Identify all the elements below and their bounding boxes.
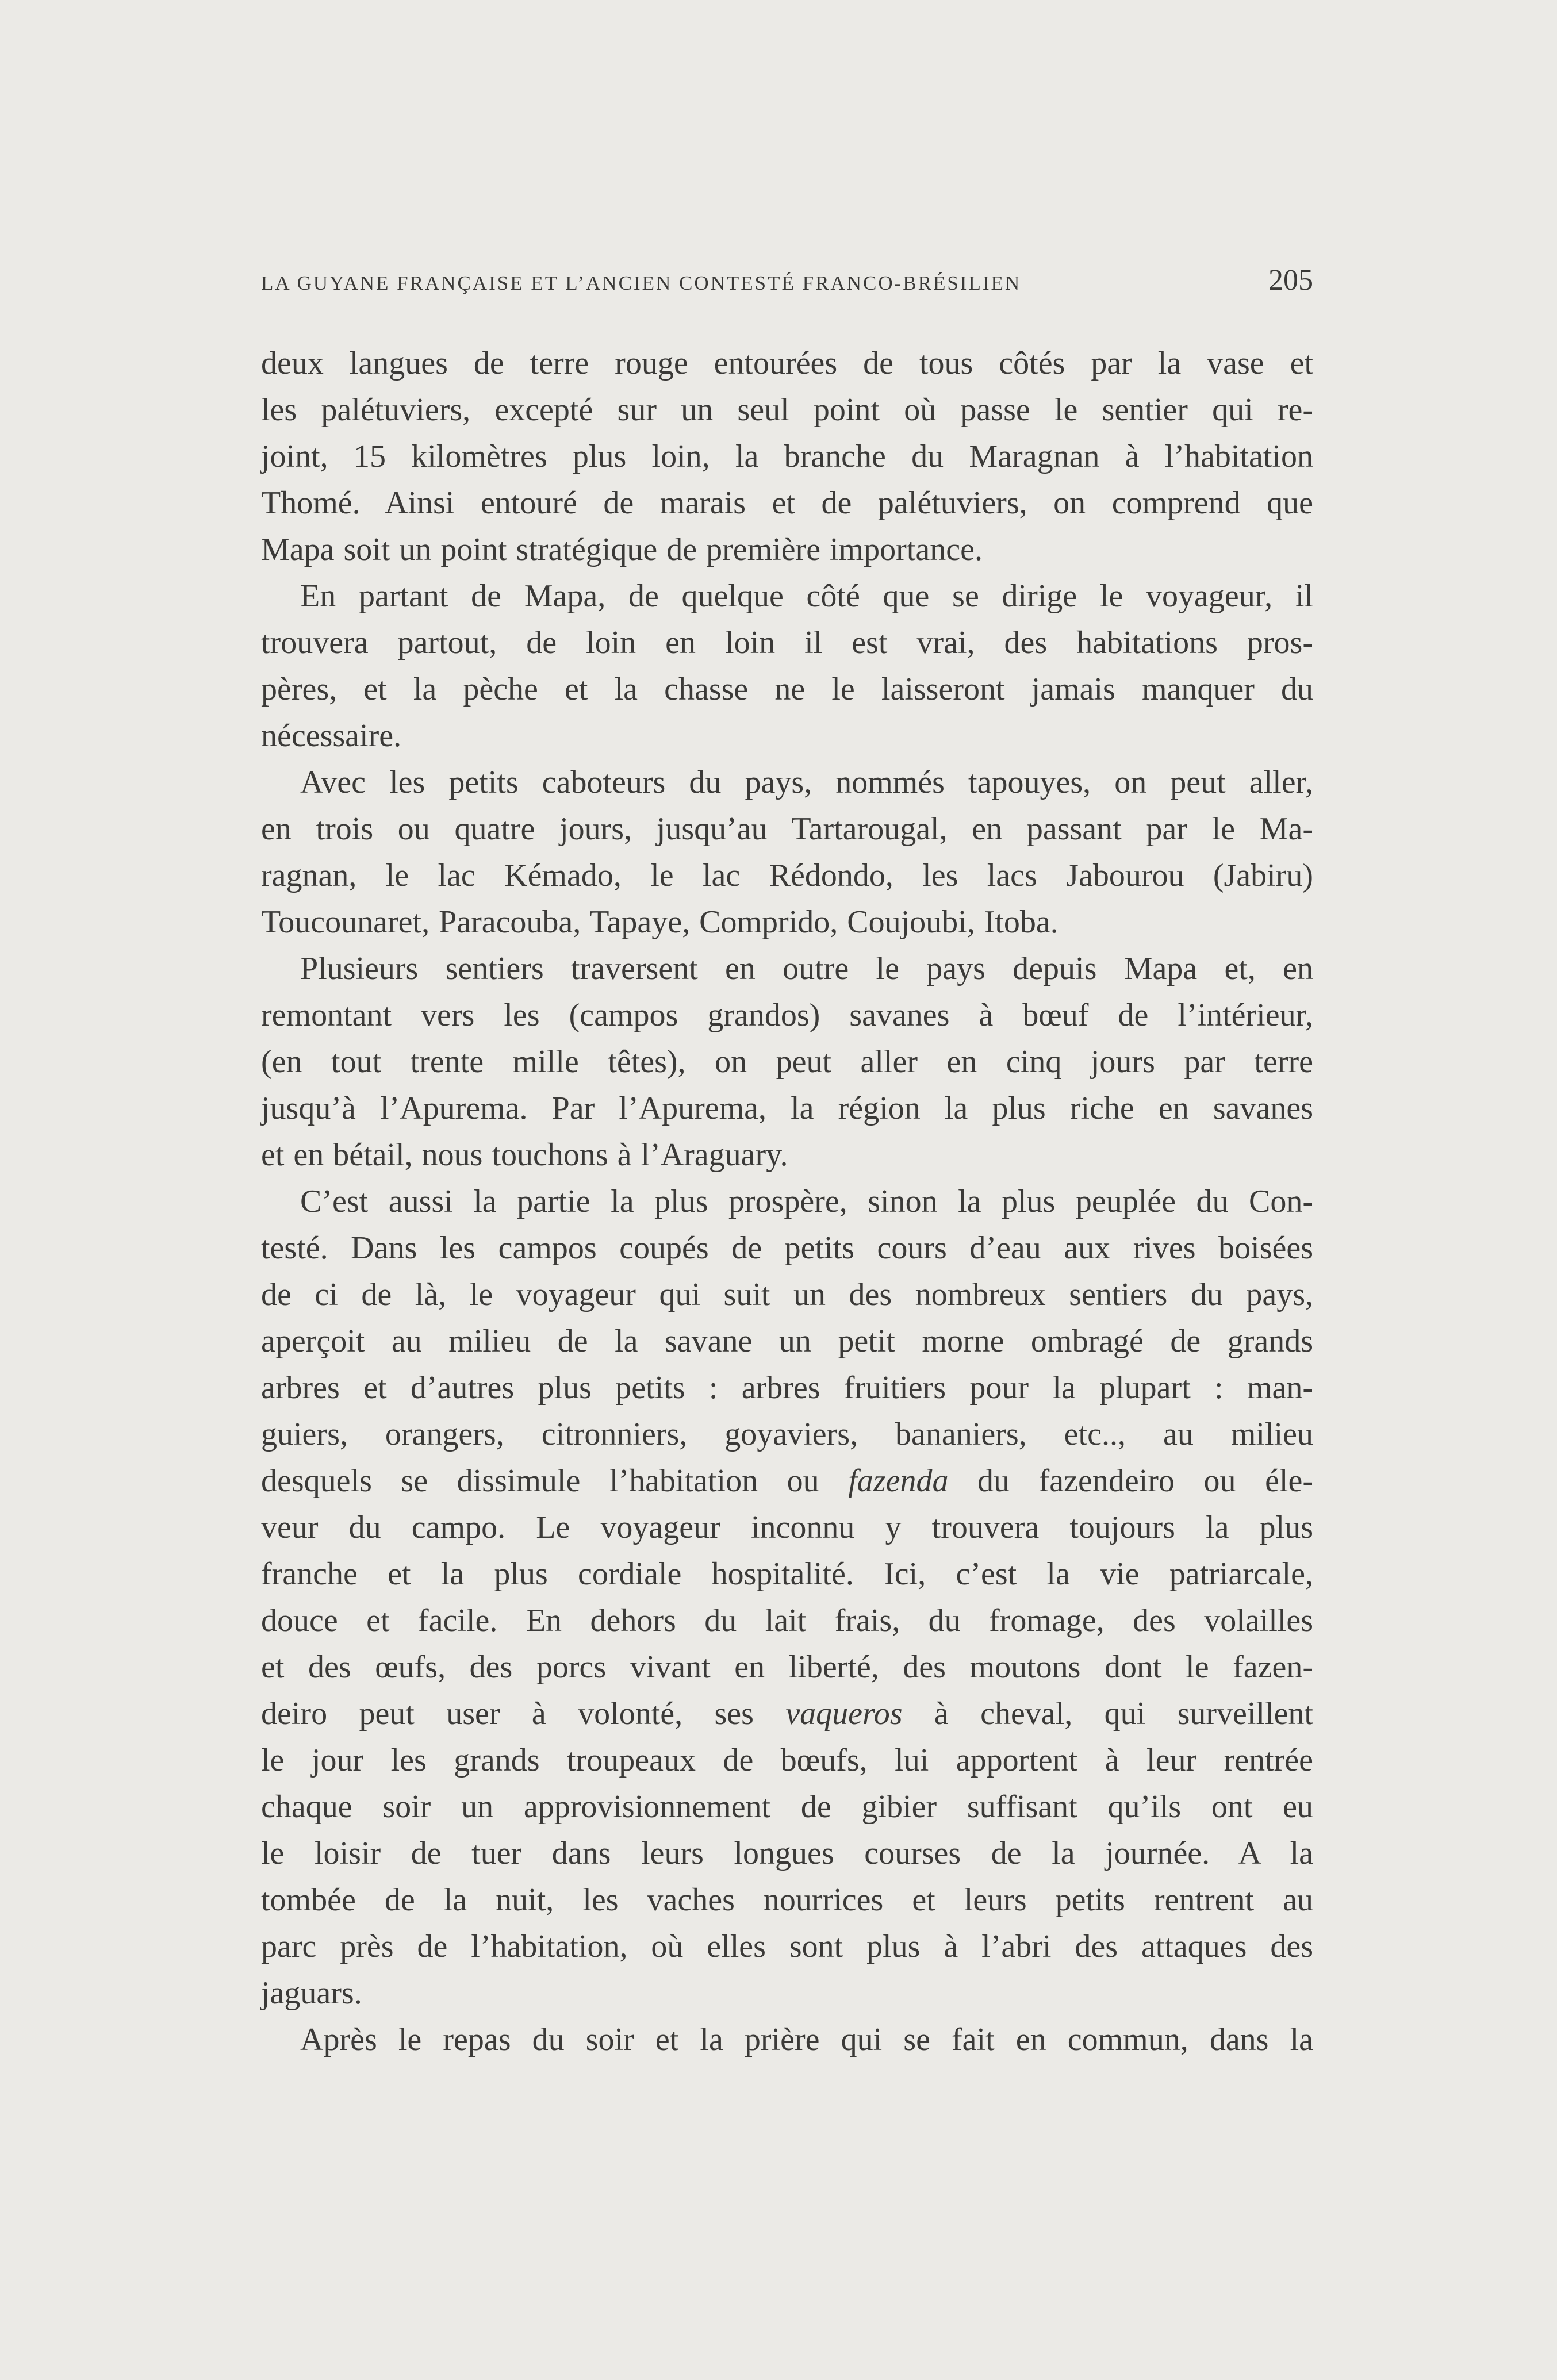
text-line: guiers, orangers, citronniers, goyaviers, bananiers, etc.., au milieu [261, 1417, 1313, 1452]
text-line: En partant de Mapa, de quelque côté que se dirige le voyageur, il [300, 578, 1313, 614]
text-segment: à cheval, qui surveillent [902, 1696, 1313, 1732]
paragraph [261, 946, 1313, 1179]
paragraph [261, 1179, 1313, 2017]
text-line [261, 1691, 1313, 1737]
text-line: (en tout trente mille têtes), on peut aller en cinq jours par terre [261, 1044, 1313, 1080]
text-line: le jour les grands troupeaux de bœufs, lui apportent à leur rentrée [261, 1742, 1313, 1778]
text-line: trouvera partout, de loin en loin il est vrai, des habitations pros- [261, 625, 1313, 661]
text-segment: desquels se dissimule l’habitation ou [261, 1463, 849, 1499]
text-line: arbres et d’autres plus petits : arbres fruitiers pour la plupart : man- [261, 1370, 1313, 1406]
text-line: le loisir de tuer dans leurs longues courses de la journée. A la [261, 1836, 1313, 1871]
text-line: veur du campo. Le voyageur inconnu y trouvera toujours la plus [261, 1510, 1313, 1545]
page-number: 205 [1268, 264, 1313, 297]
text-line: ragnan, le lac Kémado, le lac Rédondo, les lacs Jabourou (Jabiru) [261, 858, 1313, 893]
text-line: Après le repas du soir et la prière qui se fait en commun, dans la [300, 2022, 1313, 2057]
text-line: Thomé. Ainsi entouré de marais et de palétuviers, on comprend que [261, 485, 1313, 521]
running-title: LA GUYANE FRANÇAISE ET L’ANCIEN CONTESTÉ FRANCO-BRÉSILIEN [261, 272, 1022, 294]
text-line [261, 1458, 1313, 1504]
text-line: pères, et la pèche et la chasse ne le laisseront jamais manquer du [261, 671, 1313, 707]
text-segment: deiro peut user à volonté, ses [261, 1696, 786, 1732]
text-line: douce et facile. En dehors du lait frais, du fromage, des volailles [261, 1603, 1313, 1638]
text-line: Toucounaret, Paracouba, Tapaye, Comprido, Coujoubi, Itoba. [261, 904, 1059, 940]
text-line: testé. Dans les campos coupés de petits cours d’eau aux rives boisées [261, 1230, 1313, 1266]
text-line: en trois ou quatre jours, jusqu’au Tartarougal, en passant par le Ma- [261, 811, 1313, 847]
paragraph [261, 759, 1313, 946]
text-line: Plusieurs sentiers traversent en outre le pays depuis Mapa et, en [300, 951, 1313, 986]
text-line: franche et la plus cordiale hospitalité. Ici, c’est la vie patriarcale, [261, 1556, 1313, 1592]
paragraph [261, 2017, 1313, 2063]
text-line: chaque soir un approvisionnement de gibier suffisant qu’ils ont eu [261, 1789, 1313, 1825]
text-line: C’est aussi la partie la plus prospère, sinon la plus peuplée du Con- [300, 1184, 1313, 1219]
text-line: Mapa soit un point stratégique de première importance. [261, 532, 983, 567]
text-line: et en bétail, nous touchons à l’Araguary. [261, 1137, 788, 1173]
italic-term: vaqueros [785, 1696, 903, 1732]
text-line: de ci de là, le voyageur qui suit un des nombreux sentiers du pays, [261, 1277, 1313, 1312]
text-line: et des œufs, des porcs vivant en liberté, des moutons dont le fazen- [261, 1649, 1313, 1685]
running-header [261, 263, 1313, 298]
text-line: jusqu’à l’Apurema. Par l’Apurema, la région la plus riche en savanes [261, 1091, 1313, 1126]
text-line: nécessaire. [261, 718, 402, 754]
paragraph [261, 573, 1313, 759]
text-line: remontant vers les (campos grandos) savanes à bœuf de l’intérieur, [261, 997, 1313, 1033]
italic-term: fazenda [848, 1463, 949, 1499]
text-line: deux langues de terre rouge entourées de tous côtés par la vase et [261, 346, 1313, 381]
text-line: les palétuviers, excepté sur un seul point où passe le sentier qui re- [261, 392, 1313, 428]
text-line: tombée de la nuit, les vaches nourrices et leurs petits rentrent au [261, 1882, 1313, 1918]
text-line: joint, 15 kilomètres plus loin, la branche du Maragnan à l’habitation [261, 439, 1313, 474]
text-line: Avec les petits caboteurs du pays, nommés tapouyes, on peut aller, [300, 765, 1313, 800]
text-line: aperçoit au milieu de la savane un petit morne ombragé de grands [261, 1323, 1313, 1359]
paragraph [261, 340, 1313, 573]
body-text [261, 340, 1313, 2063]
text-line: parc près de l’habitation, où elles sont plus à l’abri des attaques des [261, 1929, 1313, 1964]
text-segment: du fazendeiro ou éle- [948, 1463, 1313, 1499]
text-line: jaguars. [261, 1975, 362, 2011]
